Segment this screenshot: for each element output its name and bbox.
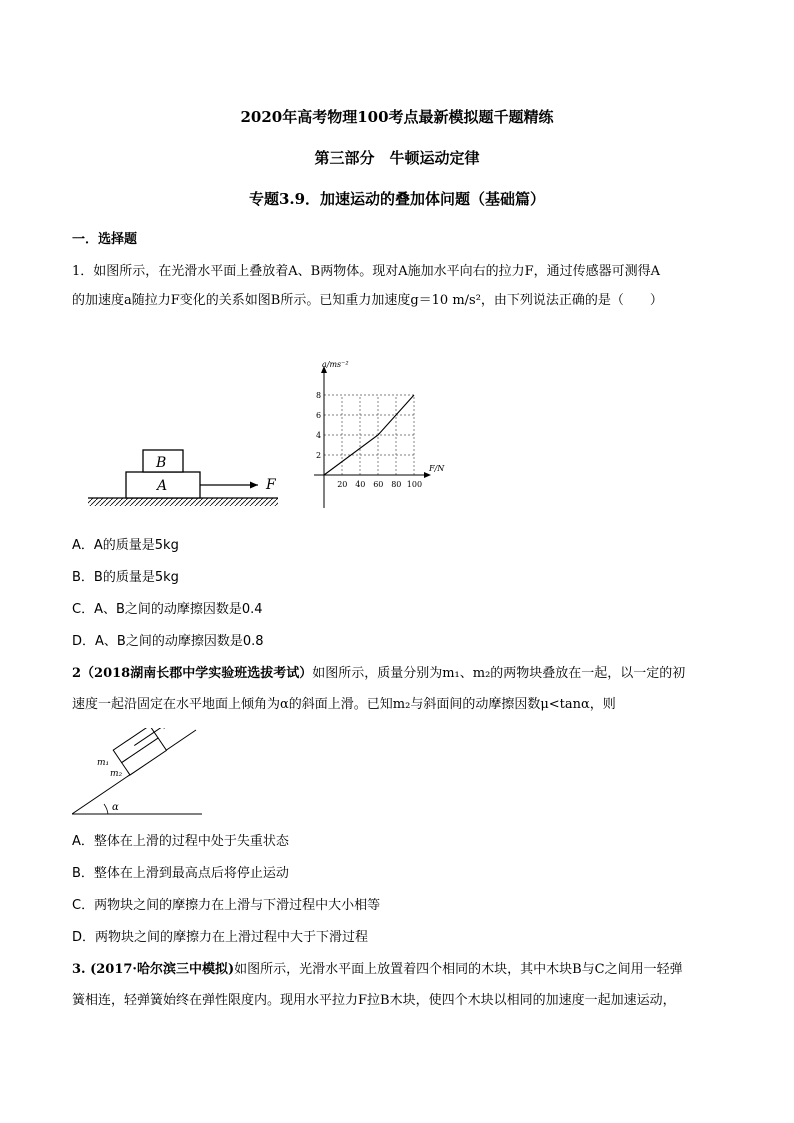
velocity-arrowhead	[161, 728, 169, 729]
q1-line2: 的加速度a随拉力F变化的关系如图B所示。已知重力加速度g＝10 m/s²，由下列说法正确的是（ ）	[72, 293, 663, 308]
m2-label: m₂	[110, 769, 123, 779]
q1-blocks-figure	[86, 440, 296, 512]
page-title: 2020年高考物理100考点最新模拟题千题精练	[240, 108, 554, 126]
m1-label: m₁	[97, 758, 110, 768]
q2-source: 2（2018湖南长郡中学实验班选拔考试）	[72, 666, 313, 681]
y-tick-label: 6	[316, 411, 322, 420]
q1-option-d: D．A、B之间的动摩擦因数是0.8	[72, 634, 264, 649]
q1-option-b: B．B的质量是5kg	[72, 570, 179, 585]
q2-line1-text: 如图所示，质量分别为m₁、m₂的两物块叠放在一起，以一定的初	[312, 666, 686, 681]
q1-af-chart	[300, 358, 470, 512]
q3-line1-text: 如图所示，光滑水平面上放置着四个相同的木块，其中木块B与C之间用一轻弹	[234, 962, 683, 977]
y-axis-label: a/ms⁻²	[322, 360, 349, 369]
q2-incline-figure	[72, 728, 207, 820]
angle-arc	[104, 804, 108, 814]
stacked-blocks	[113, 728, 180, 775]
section-label: 一．选择题	[72, 232, 138, 247]
force-label: F	[266, 477, 276, 493]
y-tick-label: 2	[316, 451, 322, 460]
q2-option-d: D．两物块之间的摩擦力在上滑过程中大于下滑过程	[72, 930, 369, 945]
y-tick-label: 8	[316, 391, 322, 400]
q2-option-c: C．两物块之间的摩擦力在上滑与下滑过程中大小相等	[72, 898, 381, 913]
q3-line2: 簧相连，轻弹簧始终在弹性限度内。现用水平拉力F拉B木块，使四个木块以相同的加速度一起加速运动，	[72, 993, 676, 1008]
x-axis-label: F/N	[429, 464, 445, 473]
topic-title: 专题3.9．加速运动的叠加体问题（基础篇）	[248, 190, 546, 208]
q3-line1	[72, 961, 683, 979]
q1-option-c: C．A、B之间的动摩擦因数是0.4	[72, 602, 263, 617]
force-arrowhead	[250, 482, 258, 489]
y-tick-label: 4	[316, 431, 322, 440]
part-title: 第三部分 牛顿运动定律	[314, 149, 480, 167]
q1-line1: 1．如图所示，在光滑水平面上叠放着A、B两物体。现对A施加水平向右的拉力F，通过传感器可测得A	[72, 264, 661, 279]
q2-option-a: A．整体在上滑的过程中处于失重状态	[72, 834, 289, 849]
chart-grid	[324, 395, 414, 475]
q2-line1	[72, 665, 685, 683]
block-a-label: A	[157, 478, 168, 494]
x-tick-label: 100	[406, 480, 423, 489]
angle-label: α	[112, 802, 119, 813]
x-tick-label: 80	[391, 480, 402, 489]
x-tick-label: 60	[373, 480, 384, 489]
x-tick-label: 40	[355, 480, 366, 489]
q3-source: 3. (2017·哈尔滨三中模拟)	[72, 962, 235, 977]
q2-line2: 速度一起沿固定在水平地面上倾角为α的斜面上滑。已知m₂与斜面间的动摩擦因数μ<tanα，则	[72, 697, 616, 712]
q2-option-b: B．整体在上滑到最高点后将停止运动	[72, 866, 289, 881]
block-b-label: B	[156, 455, 167, 471]
x-tick-label: 20	[337, 480, 348, 489]
q1-option-a: A．A的质量是5kg	[72, 538, 179, 553]
floor-hatch	[88, 498, 278, 506]
